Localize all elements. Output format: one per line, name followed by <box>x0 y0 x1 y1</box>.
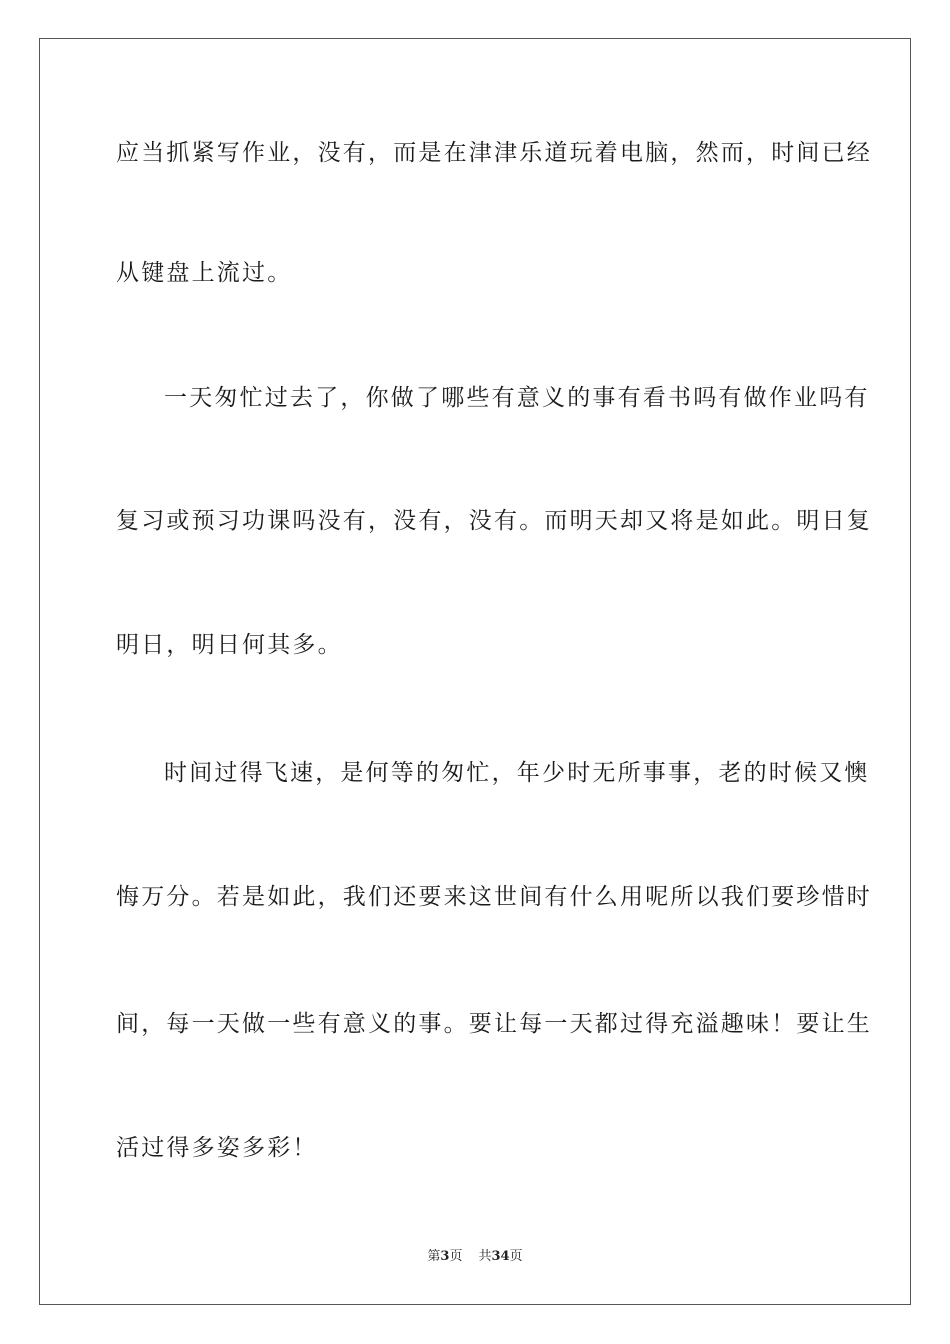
page-footer <box>0 1248 950 1266</box>
paragraph-line-9: 活过得多姿多彩！ <box>116 1135 318 1161</box>
paragraph-line-6: 时间过得飞速，是何等的匆忙，年少时无所事事，老的时候又懊 <box>164 760 870 786</box>
footer-total-prefix: 共 <box>478 1249 492 1264</box>
footer-total-pages: 34 <box>491 1249 510 1264</box>
paragraph-line-1: 应当抓紧写作业，没有，而是在津津乐道玩着电脑，然而，时间已经 <box>116 140 872 166</box>
paragraph-line-2: 从键盘上流过。 <box>116 260 293 286</box>
paragraph-line-7: 悔万分。若是如此，我们还要来这世间有什么用呢所以我们要珍惜时 <box>116 884 872 910</box>
paragraph-line-5: 明日，明日何其多。 <box>116 632 343 658</box>
paragraph-line-8: 间，每一天做一些有意义的事。要让每一天都过得充溢趣味！要让生 <box>116 1011 872 1037</box>
footer-total-suffix: 页 <box>509 1249 523 1264</box>
footer-page-number: 3 <box>440 1249 450 1264</box>
paragraph-line-4: 复习或预习功课吗没有，没有，没有。而明天却又将是如此。明日复 <box>116 508 872 534</box>
paragraph-line-3: 一天匆忙过去了，你做了哪些有意义的事有看书吗有做作业吗有 <box>164 385 870 411</box>
page-border <box>39 38 911 1305</box>
footer-page-prefix: 第 <box>427 1249 441 1264</box>
footer-page-suffix: 页 <box>449 1249 463 1264</box>
